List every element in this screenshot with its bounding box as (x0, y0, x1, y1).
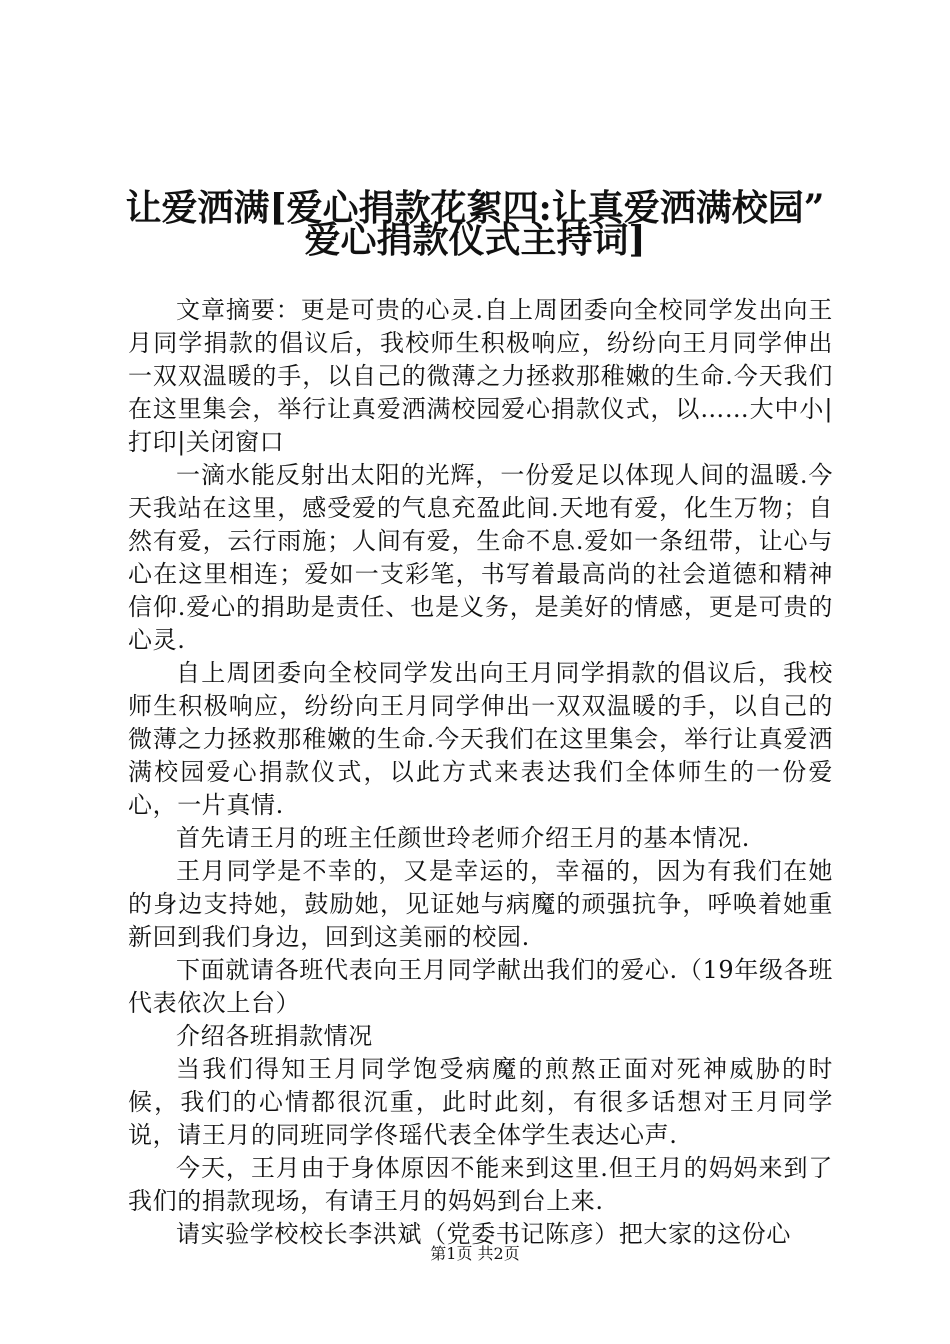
paragraph-abstract: 文章摘要：更是可贵的心灵.自上周团委向全校同学发出向王月同学捐款的倡议后，我校师生积极响应，纷纷向王月同学伸出一双双温暖的手，以自己的微薄之力拯救那稚嫩的生命.今天我们在这里集会，举行让真爱洒满校园爱心捐款仪式，以……大中小|打印|关闭窗口 (128, 296, 833, 456)
paragraph: 下面就请各班代表向王月同学献出我们的爱心.（19年级各班代表依次上台） (128, 956, 833, 1017)
paragraph: 王月同学是不幸的，又是幸运的，幸福的，因为有我们在她的身边支持她，鼓励她，见证她与病魔的顽强抗争，呼唤着她重新回到我们身边，回到这美丽的校园. (128, 857, 833, 951)
paragraph: 当我们得知王月同学饱受病魔的煎熬正面对死神威胁的时候，我们的心情都很沉重，此时此刻，有很多话想对王月同学说，请王月的同班同学佟瑶代表全体学生表达心声. (128, 1055, 833, 1149)
paragraph: 一滴水能反射出太阳的光辉，一份爱足以体现人间的温暖.今天我站在这里，感受爱的气息充盈此间.天地有爱，化生万物；自然有爱，云行雨施；人间有爱，生命不息.爱如一条纽带，让心与心在这里相连；爱如一支彩笔，书写着最高尚的社会道德和精神信仰.爱心的捐助是责任、也是义务，是美好的情感，更是可贵的心灵. (128, 461, 833, 654)
paragraph: 介绍各班捐款情况 (176, 1022, 373, 1050)
document-body (128, 294, 833, 1251)
paragraph: 首先请王月的班主任颜世玲老师介绍王月的基本情况. (176, 824, 751, 852)
paragraph: 请实验学校校长李洪斌（党委书记陈彦）把大家的这份心 (176, 1220, 791, 1248)
page-number-footer: 第1页 共2页 (430, 1244, 520, 1263)
document-title-line-1: 让爱洒满[爱心捐款花絮四:让真爱洒满校园” (125, 187, 825, 229)
paragraph: 今天，王月由于身体原因不能来到这里.但王月的妈妈来到了我们的捐款现场，有请王月的妈妈到台上来. (128, 1154, 833, 1215)
document-title-line-2: 爱心捐款仪式主持词] (304, 219, 646, 261)
paragraph: 自上周团委向全校同学发出向王月同学捐款的倡议后，我校师生积极响应，纷纷向王月同学伸出一双双温暖的手，以自己的微薄之力拯救那稚嫩的生命.今天我们在这里集会，举行让真爱洒满校园爱心捐款仪式，以此方式来表达我们全体师生的一份爱心，一片真情. (128, 659, 833, 819)
